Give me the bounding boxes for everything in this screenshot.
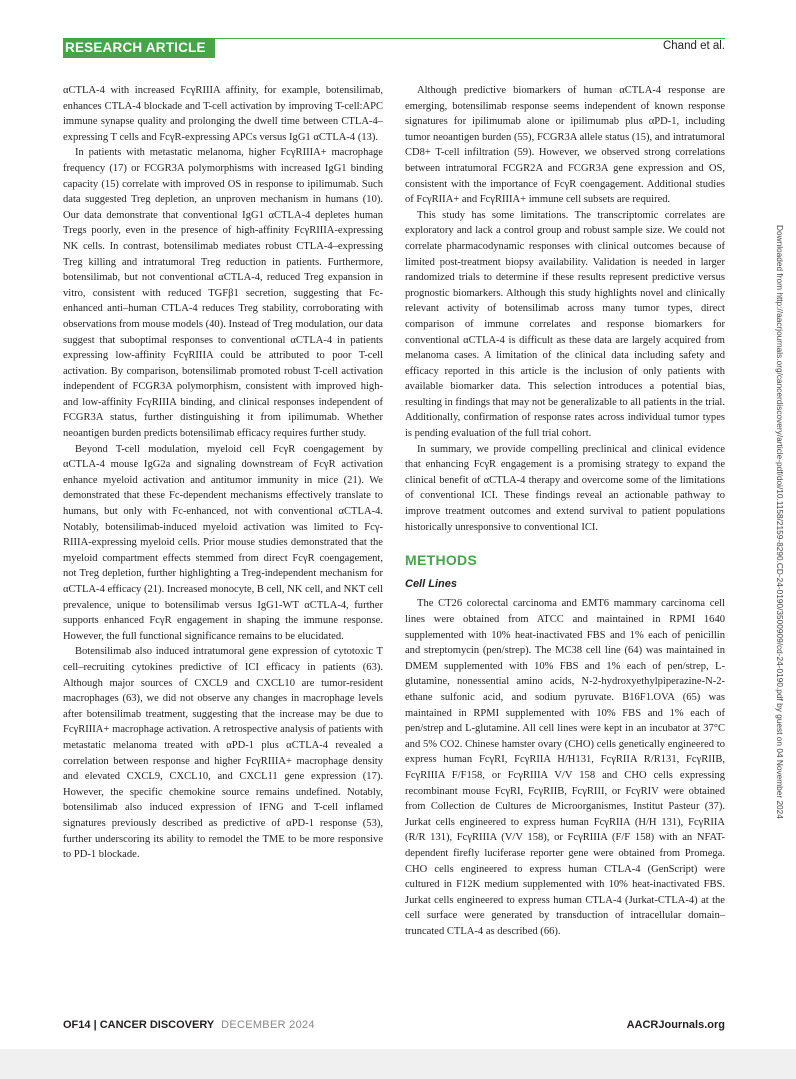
body-paragraph: Although predictive biomarkers of human αCTLA-4 response are emerging, botensilimab response seems independent of known response signatures for ipilimumab alone or ipilimumab plus αPD-1, including tumor neoantigen burden (55), FCGR3A allele status (15), and intratumoral CD8+ T-cell infiltration (59). However, we observed strong correlations between intratumoral FCGR2A and FCGR3A gene expression and OS, consistent with the importance of FcγR coengagement. Additional studies of FcγRIIA+ and FcγRIIIA+ immune cell subsets are required. [405,85,725,206]
download-note: Downloaded from http://aacrjournals.org/cancerdiscovery/article-pdf/doi/10.1158/2159-8290.CD-24-0190/3500909/cd-24-0190.pdf by guest on 04 November 2024 [775,225,785,819]
body-paragraph: Botensilimab also induced intratumoral gene expression of cytotoxic T cell–recruiting cytokines predictive of ICI efficacy in patients (63). Although major sources of CXCL9 and CXCL10 are tumor-resident macrophages (63), we did not observe any changes in macrophage levels after botensilimab treatment, suggesting that the increase may be due to FcγRIIIA+ macrophage activation. A retrospective analysis of patients with metastatic melanoma treated with αPD-1 plus αCTLA-4 revealed a correlation between response and higher FcγRIIIA+ macrophage density and elevated CXCL9, CXCL10, and CXCL11 gene expression (17). However, the specific chemokine source remains undefined. Notably, botensilimab also induced expression of IFNG and T-cell inflamed signatures previously described as predictive of αPD-1 response (53), further underscoring its ability to remodel the TME to be more responsive to PD-1 blockade. [63,646,383,861]
body-paragraph: In summary, we provide compelling preclinical and clinical evidence that enhancing FcγR engagement is a promising strategy to expand the clinical benefit of αCTLA-4 therapy and overcome some of the limitations of conventional ICI. These findings reveal an actionable pathway to improve treatment outcomes and extend survival to patient populations historically unresponsive to conventional ICI. [405,443,725,533]
left-column [63,83,383,863]
methods-paragraph: The CT26 colorectal carcinoma and EMT6 mammary carcinoma cell lines were obtained from ATCC and maintained in RPMI 1640 supplemented with 10% heat-inactivated FBS and 1% each of penicillin and streptomycin (pen/strep). The MC38 cell line (64) was maintained in DMEM supplemented with 10% FBS and 1% each of pen/strep, L-glutamine, nonessential amino acids, N-2-hydroxyethylpiperazine-N-2-ethane sulfonic acid, and sodium pyruvate. B16F1.OVA (65) was maintained in RPMI supplemented with 10% FBS and 1% each of pen/strep and L-glutamine. All cell lines were kept in an incubator at 37°C and 5% CO2. Chinese hamster ovary (CHO) cells genetically engineered to express human FcγRI, FcγRIIA H/H131, FcγRIIA R/R131, FcγRIIB, FcγRIIIA F/F158, or FcγRIIIA V/V 158 and CHO cells expressing recombinant mouse FcγRI, FcγRIIB, FcγRIII, or FcγRIV were obtained from Collection de Cultures de Microorganismes, Institut Pasteur (37). Jurkat cells engineered to express human FcγRIIA (H/H 131), FcγRIIA (R/R 131), FcγRIIIA (V/V 158), or FcγRIIIA (F/F 158) with an NFAT-dependent firefly luciferase reporter gene were obtained from Promega. CHO cells engineered to express human CTLA-4 (GenScript) were cultured in F12K medium supplemented with 10% heat-inactivated FBS. Jurkat cells engineered to express human CTLA-4 (Jurkat-CTLA-4) at the cell surface were generated by transduction of intracellular domain–truncated CTLA-4 as described (66). [405,598,725,937]
page-number: OF14 [63,1019,91,1031]
footer-left [63,1019,315,1031]
issue-date: DECEMBER 2024 [221,1019,315,1031]
methods-heading: METHODS [405,552,478,569]
cell-lines-subheading: Cell Lines [405,577,457,590]
body-paragraph: In patients with metastatic melanoma, higher FcγRIIIA+ macrophage frequency (17) or FCGR3A polymorphisms with increased IgG1 binding capacity (15) correlate with improved OS in response to ipilimumab. Such data suggested Treg depletion, an unproven mechanism in humans (10). Our data demonstrate that conventional IgG1 αCTLA-4 depletes human Tregs poorly, even in the presence of high-affinity FcγRIIIA-expressing NK cells. In contrast, botensilimab mediates robust CTLA-4–expressing Treg killing and intratumoral Treg reduction in patients. Furthermore, botensilimab, but not conventional αCTLA-4, reduced Treg expansion in vitro, consistent with reduced TGFβ1 secretion, suggesting that Fc-enhanced anti–human CTLA-4 reduces Treg stability, corroborating with observations from mouse models (40). Instead of Treg modulation, our data suggest that suboptimal responses to conventional αCTLA-4 in patients expressing low-affinity FcγRIIIA could be attributed to poor T-cell activation. By comparison, botensilimab promoted robust T-cell activation independent of FCGR3A polymorphism, consistent with improved high- and low-affinity FcγRIIIA binding, and clinical responses independent of FCGR3A status, further distinguishing it from ipilimumab. Whether neoantigen burden predicts botensilimab efficacy requires further study. [63,147,383,440]
running-authors: Chand et al. [662,40,725,52]
body-paragraph: Beyond T-cell modulation, myeloid cell FcγR coengagement by αCTLA-4 mouse IgG2a and signaling downstream of FcγR activation enhance myeloid activation and antitumor immunity in mice (21). We demonstrated that these Fc-dependent mechanisms effectively translate to humans, but only with Fc-enhanced, not with conventional αCTLA-4. Notably, botensilimab-induced myeloid activation was limited to Fcγ-RIIIA-expressing myeloid cells. Prior mouse studies demonstrated that the myeloid compartment effects stemmed from direct FcγR coengagement, not Treg depletion, further highlighting a Treg-independent mechanism for αCTLA-4 efficacy (21). Increased monocyte, B cell, NK cell, and NKT cell prevalence, unique to botensilimab versus IgG1-WT αCTLA-4, further supports enhanced FcγR engagement in shaping the immune response. However, the full functional significance remains to be elucidated. [63,443,383,642]
viewer-bottom-band [0,1049,796,1079]
footer-separator: | [93,1019,97,1031]
right-column [405,83,725,939]
body-paragraph: This study has some limitations. The transcriptomic correlates are exploratory and lack a control group and robust sample size. We could not correlate pharmacodynamic responses with clinical outcomes because of limited post-treatment biopsy availability. Validation is needed in larger randomized trials to determine if these results represent predictive versus prognostic biomarkers. Although this study highlights novel and clinically relevant activity of botensilimab across many tumor types, direct comparison of immune correlates and response biomarkers for conventional αCTLA-4 is difficult as these data are largely acquired from melanoma cases. A limitation of the clinical data including safety and efficacy reported in this article is the inclusion of only patients with available biomarker data. This selection introduces a potential bias, resulting in findings that may not be generalizable to all patients in the trial. Additionally, confirmation of response rates across individual tumor types is pending evaluation of the full trial cohort. [405,209,725,440]
body-paragraph: αCTLA-4 with increased FcγRIIIA affinity, for example, botensilimab, enhances CTLA-4 blockade and T-cell activation by improving T-cell:APC immune synapse quality and prolonging the dwell time between CTLA-4–expressing T cells and FcγR-expressing APCs versus IgG1 αCTLA-4 (13). [63,85,383,143]
section-label: RESEARCH ARTICLE [63,38,215,58]
journal-site: AACRJournals.org [626,1019,725,1031]
journal-name: CANCER DISCOVERY [99,1019,215,1031]
page-footer [63,1019,725,1035]
